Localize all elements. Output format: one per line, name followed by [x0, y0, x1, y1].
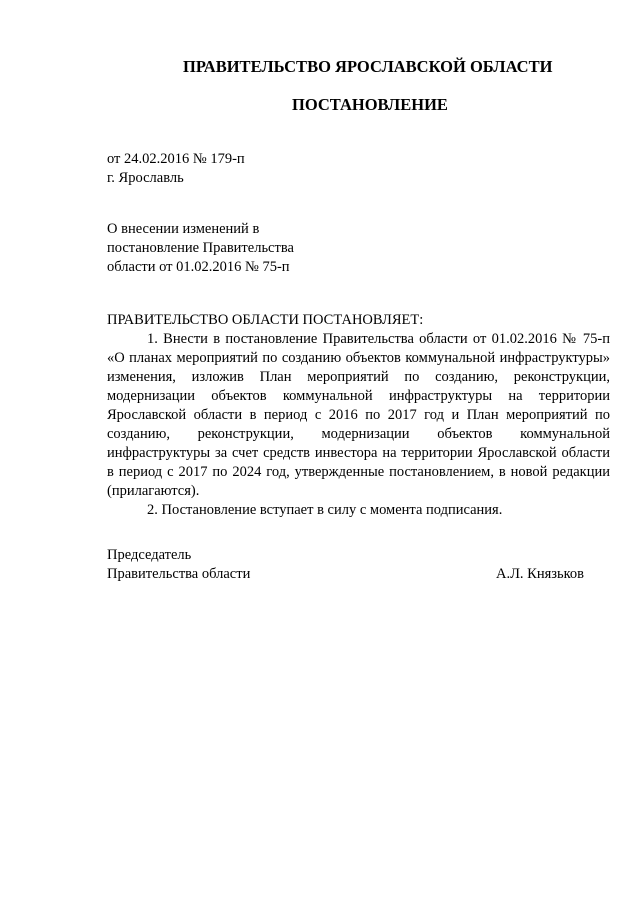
- signer-name: А.Л. Князьков: [496, 566, 585, 582]
- document-date-number: от 24.02.2016 № 179-п: [107, 151, 245, 167]
- document-type: ПОСТАНОВЛЕНИЕ: [292, 95, 448, 114]
- decree-item-2: 2. Постановление вступает в силу с момента подписания.: [147, 502, 503, 518]
- decree-intro: ПРАВИТЕЛЬСТВО ОБЛАСТИ ПОСТАНОВЛЯЕТ:: [107, 312, 424, 328]
- subject-line: области от 01.02.2016 № 75-п: [107, 259, 290, 275]
- signer-position: Правительства области: [107, 566, 251, 582]
- subject-line: О внесении изменений в: [107, 221, 260, 237]
- decree-item-1: 1. Внести в постановление Правительства области от 01.02.2016 № 75-п «О планах мероприятий по созданию объектов коммунальной инфраструктуры» изменения, изложив План мероприятий по созданию, реконструкции, модернизации объектов коммунальной инфраструктуры на территории Ярославской области в период с 2016 по 2017 год и План мероприятий по созданию, реконструкции, модернизации объектов коммунальной инфраструктуры за счет средств инвестора на территории Ярославской области в период с 2017 по 2024 год, утвержденные постановлением, в новой редакции (прилагаются).: [107, 331, 610, 499]
- decree-body: [107, 311, 610, 520]
- signer-position: Председатель: [107, 547, 192, 563]
- government-title: ПРАВИТЕЛЬСТВО ЯРОСЛАВСКОЙ ОБЛАСТИ: [183, 57, 553, 76]
- subject-line: постановление Правительства: [107, 240, 294, 256]
- document-city: г. Ярославль: [107, 170, 184, 186]
